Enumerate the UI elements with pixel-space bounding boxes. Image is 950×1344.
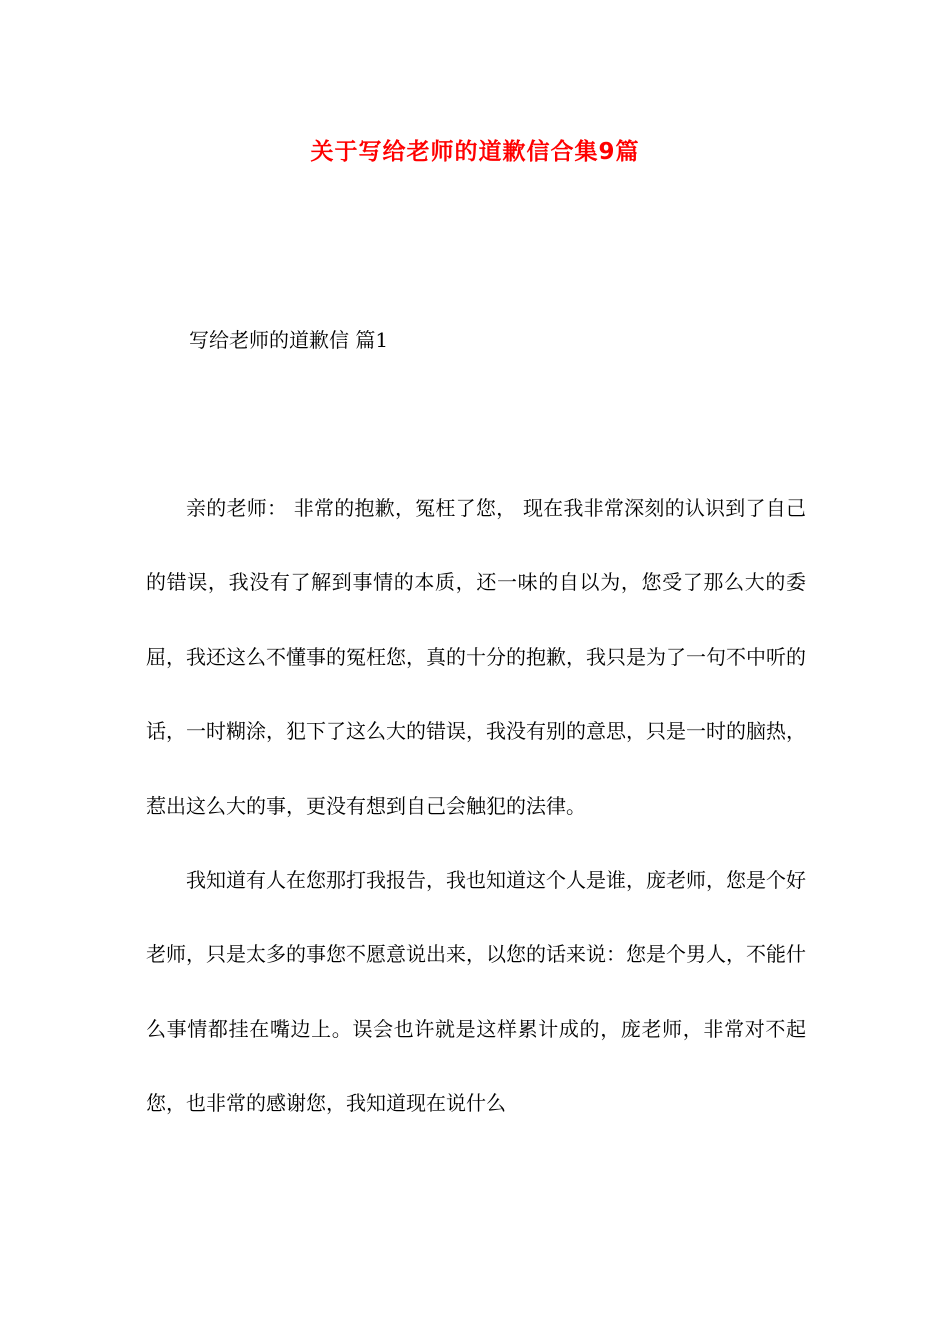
letter-body [146,471,806,1141]
document-title: 关于写给老师的道歉信合集9篇 [310,139,640,165]
section-heading: 写给老师的道歉信 篇1 [189,328,389,352]
paragraph: 我知道有人在您那打我报告，我也知道这个人是谁，庞老师，您是个好老师，只是太多的事您不愿意说出来，以您的话来说：您是个男人，不能什么事情都挂在嘴边上。误会也许就是这样累计成的，庞老师，非常对不起您，也非常的感谢您，我知道现在说什么 [146,868,806,1116]
paragraph: 亲的老师： 非常的抱歉，冤枉了您， 现在我非常深刻的认识到了自己的错误，我没有了解到事情的本质，还一味的自以为，您受了那么大的委屈，我还这么不懂事的冤枉您，真的十分的抱歉，我只是为了一句不中听的话，一时糊涂，犯下了这么大的错误，我没有别的意思，只是一时的脑热，惹出这么大的事，更没有想到自己会触犯的法律。 [146,496,806,818]
